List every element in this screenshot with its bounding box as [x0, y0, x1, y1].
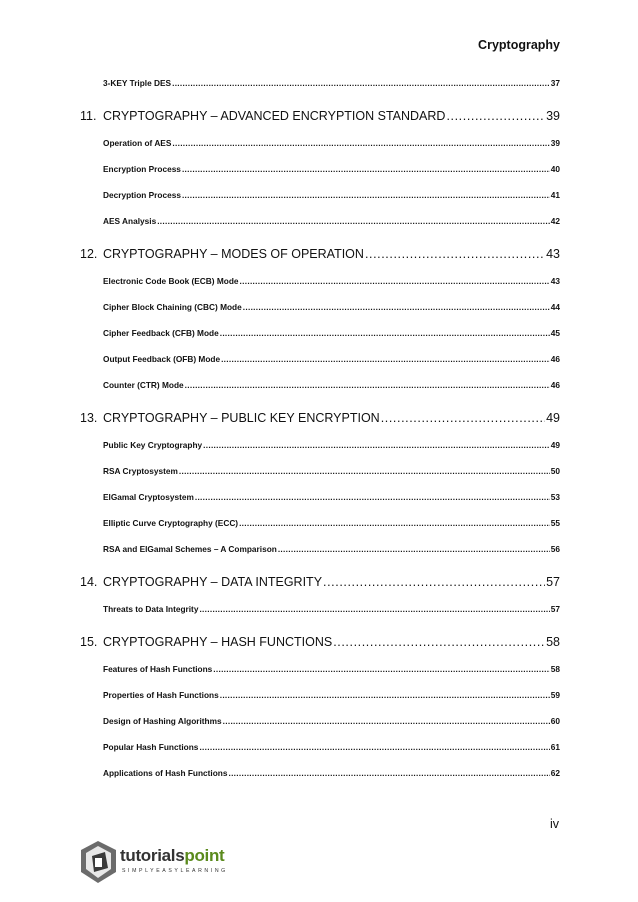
toc-leader-dots: [182, 186, 550, 204]
toc-entry-title: AES Analysis: [103, 216, 157, 226]
toc-entry-page: 61: [550, 742, 560, 752]
toc-chapter-page: 49: [546, 411, 560, 425]
toc-chapter-number: 13.: [80, 411, 98, 425]
toc-leader-dots: [220, 324, 550, 342]
toc-entry-page: 50: [550, 466, 560, 476]
toc-entry-title: RSA Cryptosystem: [103, 466, 178, 476]
toc-leader-dots: [223, 712, 550, 730]
toc-leader-dots: [182, 160, 550, 178]
toc-entry-title: Counter (CTR) Mode: [103, 380, 184, 390]
toc-entry[interactable]: [80, 376, 560, 402]
toc-entry-title: RSA and ElGamal Schemes – A Comparison: [103, 544, 277, 554]
toc-entry[interactable]: [80, 764, 560, 790]
toc-entry-title: Threats to Data Integrity: [103, 604, 199, 614]
toc-entry-title: Public Key Cryptography: [103, 440, 203, 450]
toc-entry-page: 56: [550, 544, 560, 554]
toc-entry-page: 41: [550, 190, 560, 200]
toc-leader-dots: [228, 764, 549, 782]
toc-chapter-title: CRYPTOGRAPHY – ADVANCED ENCRYPTION STANDARD: [103, 109, 446, 123]
toc-entry-title: Design of Hashing Algorithms: [103, 716, 222, 726]
toc-entry-page: 49: [550, 440, 560, 450]
toc-entry[interactable]: [80, 660, 560, 686]
toc-entry-title: Popular Hash Functions: [103, 742, 199, 752]
toc-entry[interactable]: [80, 186, 560, 212]
toc-leader-dots: [220, 686, 550, 704]
toc-entry-page: 60: [550, 716, 560, 726]
toc-leader-dots: [323, 570, 545, 594]
toc-leader-dots: [199, 600, 549, 618]
toc-chapter-title: CRYPTOGRAPHY – MODES OF OPERATION: [103, 247, 364, 261]
toc-entry-title: Electronic Code Book (ECB) Mode: [103, 276, 239, 286]
toc-chapter-heading[interactable]: [80, 238, 560, 272]
toc-chapter-title: CRYPTOGRAPHY – PUBLIC KEY ENCRYPTION: [103, 411, 380, 425]
toc-chapter-title: CRYPTOGRAPHY – HASH FUNCTIONS: [103, 635, 333, 649]
toc-chapter-heading[interactable]: [80, 626, 560, 660]
page-number: iv: [549, 817, 559, 831]
toc-leader-dots: [213, 660, 550, 678]
toc-entry-page: 42: [550, 216, 560, 226]
toc-entry[interactable]: [80, 324, 560, 350]
toc-entry-page: 39: [550, 138, 560, 148]
toc-entry[interactable]: [80, 686, 560, 712]
toc-entry-title: ElGamal Cryptosystem: [103, 492, 194, 502]
toc-entry-title: Output Feedback (OFB) Mode: [103, 354, 221, 364]
toc-leader-dots: [203, 436, 550, 454]
toc-chapter-number: 11.: [80, 109, 97, 123]
toc-entry-title: Elliptic Curve Cryptography (ECC): [103, 518, 239, 528]
toc-entry[interactable]: [80, 298, 560, 324]
toc-chapter-page: 57: [546, 575, 560, 589]
toc-chapter-number: 12.: [80, 247, 98, 261]
toc-entry[interactable]: [80, 712, 560, 738]
toc-entry[interactable]: [80, 160, 560, 186]
toc-entry-page: 44: [550, 302, 560, 312]
toc-entry-page: 46: [550, 380, 560, 390]
toc-chapter-number: 15.: [80, 635, 98, 649]
toc-entry-title: Cipher Feedback (CFB) Mode: [103, 328, 219, 338]
toc-leader-dots: [199, 738, 549, 756]
toc-leader-dots: [381, 406, 545, 430]
toc-leader-dots: [157, 212, 550, 230]
toc-entry-title: Encryption Process: [103, 164, 181, 174]
toc-entry-page: 45: [550, 328, 560, 338]
toc-entry[interactable]: [80, 738, 560, 764]
toc-chapter-page: 43: [546, 247, 560, 261]
logo-tagline: SIMPLYEASYLEARNING: [122, 868, 228, 874]
toc-chapter-title: CRYPTOGRAPHY – DATA INTEGRITY: [103, 575, 323, 589]
toc-entry[interactable]: [80, 134, 560, 160]
toc-chapter-heading[interactable]: [80, 402, 560, 436]
toc-entry-page: 43: [550, 276, 560, 286]
toc-leader-dots: [278, 540, 550, 558]
toc-entry-page: 46: [550, 354, 560, 364]
toc-leader-dots: [240, 272, 550, 290]
toc-entry-page: 62: [550, 768, 560, 778]
toc-chapter-number: 14.: [80, 575, 98, 589]
toc-entry-title: Decryption Process: [103, 190, 181, 200]
toc-leader-dots: [179, 462, 550, 480]
toc-entry-title: Cipher Block Chaining (CBC) Mode: [103, 302, 242, 312]
toc-leader-dots: [172, 134, 549, 152]
toc-entry[interactable]: [80, 74, 560, 100]
toc-entry-page: 37: [550, 78, 560, 88]
tutorialspoint-logo: [78, 838, 248, 888]
toc-entry-page: 59: [550, 690, 560, 700]
toc-entry-title: 3-KEY Triple DES: [103, 78, 172, 88]
toc-leader-dots: [185, 376, 550, 394]
toc-entry-title: Features of Hash Functions: [103, 664, 213, 674]
toc-leader-dots: [365, 242, 545, 266]
toc-entry-title: Properties of Hash Functions: [103, 690, 219, 700]
toc-entry-page: 40: [550, 164, 560, 174]
toc-leader-dots: [446, 104, 545, 128]
toc-leader-dots: [221, 350, 550, 368]
toc-entry-title: Operation of AES: [103, 138, 172, 148]
toc-entry[interactable]: [80, 272, 560, 298]
toc-entry[interactable]: [80, 462, 560, 488]
toc-entry-page: 58: [550, 664, 560, 674]
toc-entry-page: 55: [550, 518, 560, 528]
toc-leader-dots: [195, 488, 550, 506]
toc-entry[interactable]: [80, 212, 560, 238]
toc-entry-page: 53: [550, 492, 560, 502]
toc-entry[interactable]: [80, 600, 560, 626]
toc-entry-page: 57: [550, 604, 560, 614]
toc-leader-dots: [333, 630, 545, 654]
table-of-contents: [80, 74, 560, 790]
toc-chapter-heading[interactable]: [80, 566, 560, 600]
toc-entry-title: Applications of Hash Functions: [103, 768, 228, 778]
toc-entry[interactable]: [80, 514, 560, 540]
logo-wordmark: tutorialspoint: [120, 846, 225, 865]
toc-leader-dots: [239, 514, 550, 532]
toc-entry[interactable]: [80, 488, 560, 514]
toc-entry[interactable]: [80, 540, 560, 566]
toc-entry[interactable]: [80, 350, 560, 376]
toc-chapter-page: 39: [546, 109, 560, 123]
toc-leader-dots: [243, 298, 550, 316]
toc-chapter-heading[interactable]: [80, 100, 560, 134]
toc-chapter-page: 58: [546, 635, 560, 649]
toc-leader-dots: [172, 74, 550, 92]
toc-entry[interactable]: [80, 436, 560, 462]
page-header-title: Cryptography: [478, 38, 560, 52]
logo-emblem-icon: [78, 838, 122, 888]
